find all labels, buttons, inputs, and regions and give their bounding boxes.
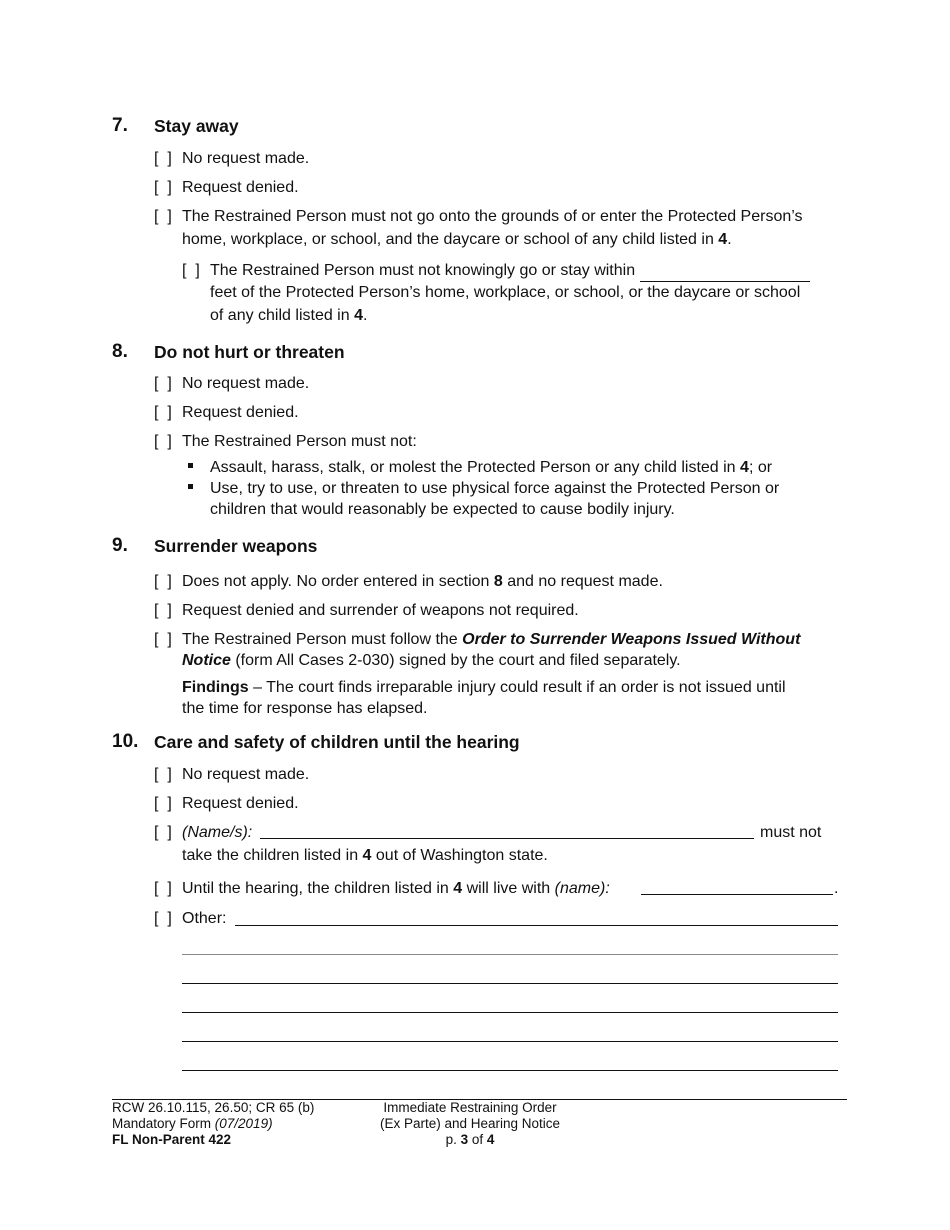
text-line	[210, 305, 850, 326]
name-label: (Name/s):	[182, 824, 253, 841]
checkbox[interactable]: [ ]	[154, 208, 172, 225]
text-span: take the children listed in	[182, 847, 363, 864]
total-pages: 4	[486, 1132, 495, 1147]
current-page: 3	[460, 1132, 469, 1147]
text-line	[182, 229, 862, 250]
section-10-title: Care and safety of children until the hearing	[154, 732, 520, 752]
footer-center	[355, 1100, 585, 1148]
other-field-line[interactable]	[182, 1070, 838, 1071]
form-date: (07/2019)	[214, 1116, 273, 1131]
other-field-line[interactable]	[182, 983, 838, 984]
bullet-text	[210, 457, 772, 478]
form-number: FL Non-Parent 422	[112, 1132, 232, 1147]
checkbox[interactable]: [ ]	[154, 824, 172, 841]
live-with-field[interactable]	[641, 894, 833, 895]
checkbox[interactable]: [ ]	[154, 404, 172, 421]
checkbox[interactable]: [ ]	[154, 602, 172, 619]
text-span: out of Washington state.	[371, 847, 548, 864]
option-label: The Restrained Person must not:	[182, 433, 417, 450]
section-7-title: Stay away	[154, 116, 239, 136]
names-field[interactable]	[260, 838, 754, 839]
section-ref: 8	[493, 573, 503, 590]
text-line: children that would reasonably be expected to cause bodily injury.	[210, 501, 675, 518]
text-line: Use, try to use, or threaten to use physical force against the Protected Person or	[210, 480, 780, 497]
period: .	[834, 880, 839, 897]
text-line: the time for response has elapsed.	[182, 700, 428, 717]
text-span: of	[468, 1132, 487, 1147]
text-line	[182, 677, 862, 698]
text-span: and no request made.	[502, 573, 663, 590]
other-field-line[interactable]	[182, 1041, 838, 1042]
section-ref: 4	[740, 459, 749, 476]
bullet-text	[210, 478, 850, 520]
checkbox[interactable]: [ ]	[154, 573, 172, 590]
option-label: No request made.	[182, 375, 310, 392]
text-span: ; or	[748, 459, 773, 476]
section-8-number: 8.	[112, 341, 128, 362]
option-label: Other:	[182, 910, 227, 927]
section-ref: 4	[453, 880, 463, 897]
text-span: Mandatory Form	[112, 1116, 215, 1131]
option-label: No request made.	[182, 766, 310, 783]
text-span: Assault, harass, stalk, or molest the Protected Person or any child listed in	[210, 459, 741, 476]
option-label: Request denied and surrender of weapons not required.	[182, 602, 579, 619]
section-ref: 4	[362, 847, 372, 864]
footer-left	[112, 1100, 314, 1148]
footer-form-type	[112, 1116, 314, 1132]
other-field[interactable]	[235, 925, 838, 926]
option-label: Request denied.	[182, 404, 299, 421]
section-10-number: 10.	[112, 731, 139, 752]
checkbox[interactable]: [ ]	[154, 880, 172, 897]
option-text	[210, 260, 850, 326]
text-span: Does not apply. No order entered in section	[182, 573, 494, 590]
checkbox[interactable]: [ ]	[154, 795, 172, 812]
checkbox[interactable]: [ ]	[154, 910, 172, 927]
text-line	[182, 650, 862, 671]
text-line: The Restrained Person must not go onto the grounds of or enter the Protected Person’s	[182, 208, 803, 225]
bullet	[188, 463, 193, 468]
checkbox[interactable]: [ ]	[182, 262, 200, 279]
text-span: The Restrained Person must follow the	[182, 631, 463, 648]
text-span: will live with	[462, 880, 555, 897]
text-span: .	[362, 307, 368, 324]
option-label: No request made.	[182, 150, 310, 167]
text-span: Until the hearing, the children listed in	[182, 880, 454, 897]
text-span: of any child listed in	[210, 307, 355, 324]
other-field-line[interactable]	[182, 954, 838, 955]
section-9-number: 9.	[112, 535, 128, 556]
option-label: Request denied.	[182, 795, 299, 812]
checkbox[interactable]: [ ]	[154, 375, 172, 392]
option-text	[182, 206, 862, 250]
name-label: (name):	[554, 880, 610, 897]
text-span: home, workplace, or school, and the daycare or school of any child listed in	[182, 231, 719, 248]
text-span: .	[727, 231, 732, 248]
section-ref: 4	[718, 231, 728, 248]
form-title: Notice	[182, 652, 231, 669]
other-field-line[interactable]	[182, 1012, 838, 1013]
option-text	[182, 878, 610, 899]
section-7-number: 7.	[112, 115, 128, 136]
distance-field[interactable]	[640, 260, 810, 282]
checkbox[interactable]: [ ]	[154, 179, 172, 196]
text-span: (form All Cases 2-030) signed by the court and filed separately.	[230, 652, 681, 669]
text-line: feet of the Protected Person’s home, workplace, or school, or the daycare or school	[210, 284, 801, 301]
section-ref: 4	[354, 307, 363, 324]
text-span: – The court finds irreparable injury could result if an order is not issued until	[248, 679, 786, 696]
findings-label: Findings	[182, 679, 249, 696]
bullet	[188, 484, 193, 489]
option-text	[182, 845, 548, 866]
text-line	[210, 260, 850, 282]
text-span: The Restrained Person must not knowingly go or stay within	[210, 262, 636, 279]
text-line	[182, 629, 862, 650]
checkbox[interactable]: [ ]	[154, 150, 172, 167]
option-text	[182, 629, 862, 719]
option-text: must not	[760, 824, 822, 841]
option-text	[182, 571, 663, 592]
text-span: p.	[445, 1132, 461, 1147]
footer-form-title: Immediate Restraining Order	[383, 1100, 557, 1115]
checkbox[interactable]: [ ]	[154, 631, 172, 648]
checkbox[interactable]: [ ]	[154, 766, 172, 783]
checkbox[interactable]: [ ]	[154, 433, 172, 450]
section-8-title: Do not hurt or threaten	[154, 342, 345, 362]
option-label: Request denied.	[182, 179, 299, 196]
footer-citation: RCW 26.10.115, 26.50; CR 65 (b)	[112, 1100, 315, 1115]
section-9-title: Surrender weapons	[154, 536, 318, 556]
page-number	[355, 1132, 585, 1148]
footer-form-subtitle: (Ex Parte) and Hearing Notice	[379, 1116, 561, 1131]
form-title: Order to Surrender Weapons Issued Without	[462, 631, 801, 648]
